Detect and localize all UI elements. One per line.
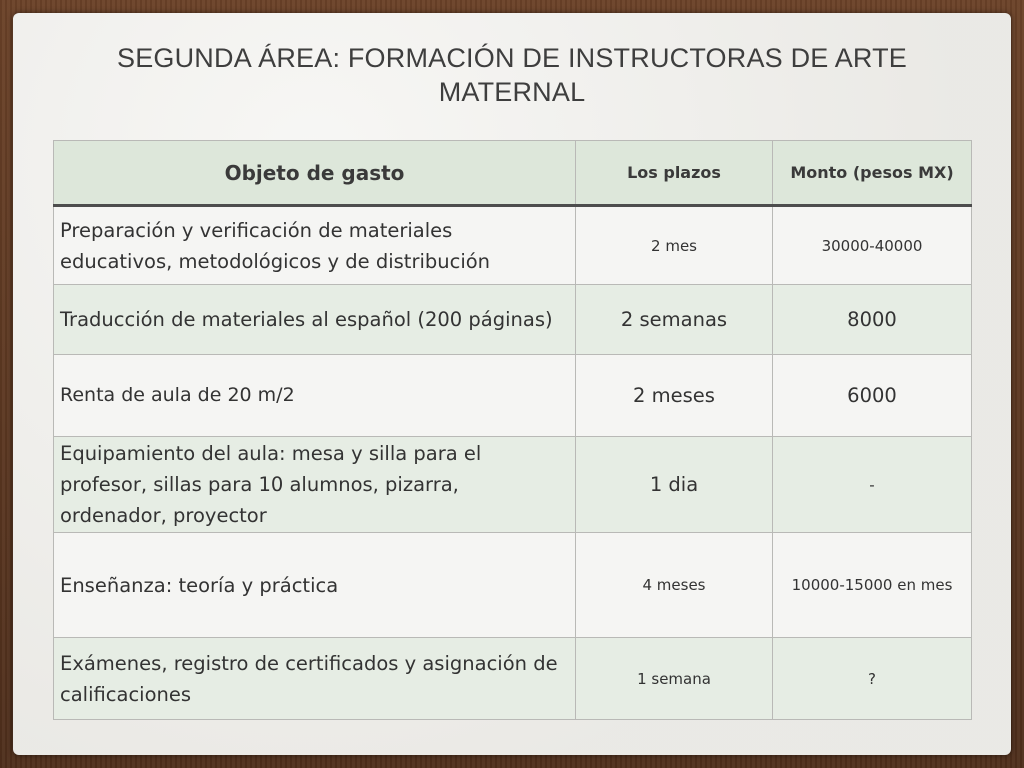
slide-title-line-1: SEGUNDA ÁREA: FORMACIÓN DE INSTRUCTORAS DE ARTE xyxy=(116,43,908,73)
cell-term: 1 dia xyxy=(576,437,773,533)
table-row xyxy=(54,355,972,437)
cell-item: Traducción de materiales al español (200 páginas) xyxy=(54,285,576,355)
cell-amount: - xyxy=(773,437,972,533)
cell-term: 1 semana xyxy=(576,638,773,720)
table-row xyxy=(54,638,972,720)
table-row xyxy=(54,437,972,533)
cell-item: Equipamiento del aula: mesa y silla para el profesor, sillas para 10 alumnos, pizarra, ordenador, proyector xyxy=(54,437,576,533)
slide-title xyxy=(13,41,1011,109)
cell-term: 2 meses xyxy=(576,355,773,437)
header-los-plazos: Los plazos xyxy=(576,141,773,206)
cell-amount: 6000 xyxy=(773,355,972,437)
cell-item: Exámenes, registro de certificados y asignación de calificaciones xyxy=(54,638,576,720)
header-objeto-de-gasto: Objeto de gasto xyxy=(54,141,576,206)
table-row xyxy=(54,533,972,638)
cell-amount: 8000 xyxy=(773,285,972,355)
cell-item: Preparación y verificación de materiales educativos, metodológicos y de distribución xyxy=(54,206,576,285)
cell-amount: ? xyxy=(773,638,972,720)
cell-amount: 30000-40000 xyxy=(773,206,972,285)
table-row xyxy=(54,206,972,285)
cell-term: 4 meses xyxy=(576,533,773,638)
budget-table xyxy=(53,140,972,720)
slide-title-line-2: MATERNAL xyxy=(438,77,586,107)
table-row xyxy=(54,285,972,355)
cell-term: 2 mes xyxy=(576,206,773,285)
header-monto: Monto (pesos MX) xyxy=(773,141,972,206)
slide xyxy=(13,13,1011,755)
table-header-row xyxy=(54,141,972,206)
cell-term: 2 semanas xyxy=(576,285,773,355)
cell-item: Enseñanza: teoría y práctica xyxy=(54,533,576,638)
cell-amount: 10000-15000 en mes xyxy=(773,533,972,638)
cell-item: Renta de aula de 20 m/2 xyxy=(54,355,576,437)
